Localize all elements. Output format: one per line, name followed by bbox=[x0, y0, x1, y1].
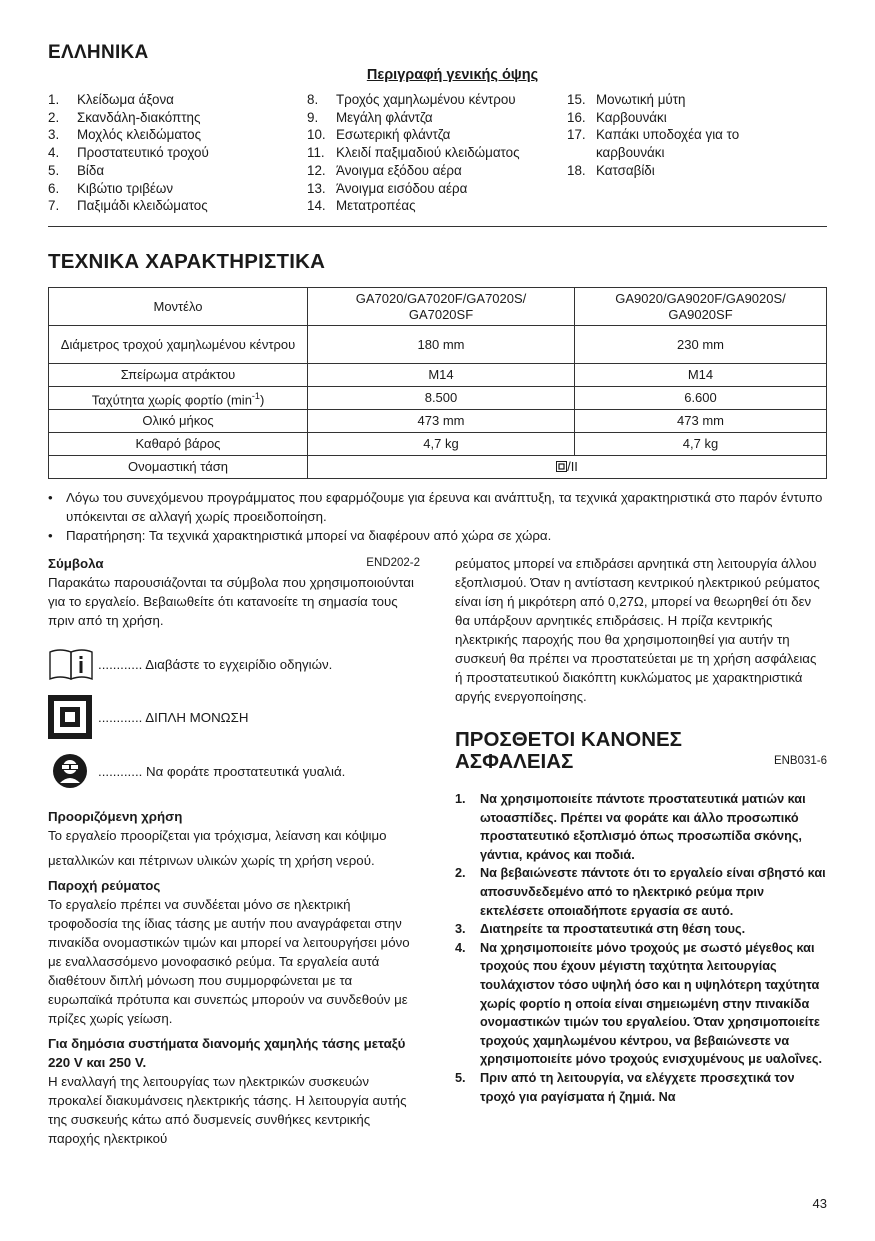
list-item: 14. Μετατροπέας bbox=[307, 198, 416, 214]
list-item: • Λόγω του συνεχόμενου προγράμματος που εφαρμόζουμε για έρευνα και ανάπτυξη, τα τεχνικά χαρακτηριστικά στο παρόν έντυπο υπόκεινται σε αλλαγή χωρίς προειδοποίηση. bbox=[48, 490, 823, 524]
table-cell: Μοντέλο bbox=[49, 288, 308, 326]
table-row bbox=[49, 364, 827, 387]
list-item: 17. Καπάκι υποδοχέα για το καρβουνάκι bbox=[567, 127, 740, 161]
double-insulation-icon bbox=[556, 461, 567, 472]
table-cell: Καθαρό βάρος bbox=[49, 433, 308, 456]
power-supply-text: Το εργαλείο πρέπει να συνδέεται μόνο σε ηλεκτρική τροφοδοσία της ίδιας τάσης με αυτήν που αναγράφεται στην πινακίδα ονομαστικών τιμών και μπορεί να λειτουργήσει μόνο με εναλλασσόμενο μονοφασικό ρεύμα. Τα εργαλεία αυτά διαθέτουν διπλή μόνωση που συμμορφώνεται με τα ευρωπαϊκά πρότυπα και συνεπώς μπορούν να συνδεθούν με πρίζες χωρίς γείωση. bbox=[48, 897, 410, 1026]
low-voltage-heading: Για δημόσια συστήματα διανομής χαμηλής τάσης μεταξύ 220 V και 250 V. bbox=[48, 1036, 406, 1070]
double-insulation-icon bbox=[48, 695, 92, 739]
list-item: 6. Κιβώτιο τριβέων bbox=[48, 180, 174, 196]
list-item: • Παρατήρηση: Τα τεχνικά χαρακτηριστικά μπορεί να διαφέρουν από χώρα σε χώρα. bbox=[48, 528, 552, 543]
list-item: 13. Άνοιγμα εισόδου αέρα bbox=[307, 180, 468, 196]
intended-use-text: Το εργαλείο προορίζεται για τρόχισμα, λείανση και κόψιμο bbox=[48, 828, 387, 843]
table-cell: GA7020/GA7020F/GA7020S/ GA7020SF bbox=[308, 288, 575, 326]
symbol-item: ............ ΔΙΠΛΗ ΜΟΝΩΣΗ bbox=[48, 693, 420, 741]
table-cell: 180 mm bbox=[308, 326, 575, 364]
list-item: 4. Προστατευτικό τροχού bbox=[48, 145, 209, 161]
table-row bbox=[49, 410, 827, 433]
list-item: 1. Να χρησιμοποιείτε πάντοτε προστατευτικά ματιών και ωτοασπίδες. Πρέπει να φοράτε και άλλο προσωπικό προστατευτικό εξοπλισμό όπως προσωπίδα σκόνης, γάντια, κράνος και ποδιά. bbox=[455, 792, 806, 862]
list-item: 2. Σκανδάλη-διακόπτης bbox=[48, 109, 201, 125]
power-supply-heading: Παροχή ρεύματος bbox=[48, 878, 161, 893]
page-number: 43 bbox=[812, 1196, 827, 1211]
list-item: 2. Να βεβαιώνεστε πάντοτε ότι το εργαλείο είναι σβηστό και αποσυνδεδεμένο από το ηλεκτρικό ρεύμα πριν εκτελέσετε οποιαδήποτε εργασία σε αυτό. bbox=[455, 866, 826, 918]
table-row bbox=[49, 288, 827, 326]
table-cell: /II bbox=[308, 456, 827, 479]
intended-use-heading: Προοριζόμενη χρήση bbox=[48, 809, 183, 824]
symbols-code: END202-2 bbox=[366, 557, 420, 569]
list-item: 9. Μεγάλη φλάντζα bbox=[307, 109, 433, 125]
overview-column-1 bbox=[48, 91, 303, 215]
list-item: 7. Παξιμάδι κλειδώματος bbox=[48, 198, 208, 214]
list-item: 3. Διατηρείτε τα προστατευτικά στη θέση τους. bbox=[455, 922, 746, 937]
list-item: 5. Πριν από τη λειτουργία, να ελέγχετε προσεχτικά τον τροχό για ραγίσματα ή ζημιά. Να bbox=[455, 1070, 795, 1104]
table-cell: GA9020/GA9020F/GA9020S/ GA9020SF bbox=[575, 288, 827, 326]
low-voltage-text-continued: ρεύματος μπορεί να επιδράσει αρνητικά στη λειτουργία άλλου εξοπλισμού. Όταν η αντίσταση κεντρικού ηλεκτρικού ρεύματος είναι ίση ή μικρότερη από 0,27Ω, μπορεί να θεωρηθεί ότι δεν θα υπάρξουν αρνητικές επιδράσεις. Η πρίζα κεντρικής ηλεκτρικής παροχής που θα χρησιμοποιηθεί για αυτήν τη συσκευή θα πρέπει να προστατεύεται με τη χρήση ασφάλειας ή προστατευτικού διακόπτη κυκλώματος με χαρακτηριστικά αργής ενεργοποίησης. bbox=[455, 556, 820, 704]
table-cell: 4,7 kg bbox=[308, 433, 575, 456]
symbols-intro: Παρακάτω παρουσιάζονται τα σύμβολα που χρησιμοποιούνται για το εργαλείο. Βεβαιωθείτε ότι κατανοείτε τη σημασία τους πριν από τη χρήση. bbox=[48, 575, 414, 628]
specifications-table bbox=[48, 287, 827, 479]
language-heading: ΕΛΛΗΝΙΚΑ bbox=[48, 42, 149, 63]
specifications-title: ΤΕΧΝΙΚΑ ΧΑΡΑΚΤΗΡΙΣΤΙΚΑ bbox=[48, 250, 326, 273]
left-column bbox=[48, 554, 420, 1148]
list-item: 3. Μοχλός κλειδώματος bbox=[48, 127, 202, 143]
list-item: 11. Κλειδί παξιμαδιού κλειδώματος bbox=[307, 145, 520, 161]
overview-column-3 bbox=[567, 91, 787, 180]
list-item: 16. Καρβουνάκι bbox=[567, 109, 667, 125]
table-cell: Διάμετρος τροχού χαμηλωμένου κέντρου bbox=[49, 326, 308, 364]
table-row bbox=[49, 456, 827, 479]
overview-title: Περιγραφή γενικής όψης bbox=[366, 67, 539, 83]
right-column bbox=[455, 554, 827, 1106]
list-item: 18. Κατσαβίδι bbox=[567, 162, 655, 178]
intended-use-text: μεταλλικών και πέτρινων υλικών χωρίς τη χρήση νερού. bbox=[48, 853, 375, 868]
table-row bbox=[49, 326, 827, 364]
low-voltage-text: Η εναλλαγή της λειτουργίας των ηλεκτρικών συσκευών προκαλεί διακυμάνσεις ηλεκτρικής τάσης. Η λειτουργία αυτής της συσκευής κάτω από δυσμενείς συνθήκες κεντρικής παροχής ηλεκτρικού bbox=[48, 1074, 407, 1146]
table-cell: M14 bbox=[308, 364, 575, 387]
list-item: 1. Κλείδωμα άξονα bbox=[48, 92, 174, 107]
read-manual-icon bbox=[48, 647, 94, 681]
table-cell: Ολικό μήκος bbox=[49, 410, 308, 433]
table-cell: 473 mm bbox=[308, 410, 575, 433]
symbols-heading: Σύμβολα bbox=[48, 556, 104, 571]
table-cell: 473 mm bbox=[575, 410, 827, 433]
list-item: 12. Άνοιγμα εξόδου αέρα bbox=[307, 162, 462, 178]
table-cell: 8.500 bbox=[308, 387, 575, 410]
table-cell: 4,7 kg bbox=[575, 433, 827, 456]
table-cell: 6.600 bbox=[575, 387, 827, 410]
table-cell: Σπείρωμα ατράκτου bbox=[49, 364, 308, 387]
list-item: 10. Εσωτερική φλάντζα bbox=[307, 127, 451, 143]
list-item: 4. Να χρησιμοποιείτε μόνο τροχούς με σωστό μέγεθος και τροχούς που έχουν μέγιστη ταχύτητα λειτουργίας τουλάχιστον τόσο υψηλή όσο και η υψηλότερη ταχύτητα χωρίς φορτίο η οποία είναι σημειωμένη στην πινακίδα ονομαστικών τιμών του εργαλείου. Όταν χρησιμοποιείτε τροχούς χαμηλωμένου κέντρου, να βεβαιώνεστε να χρησιμοποιείτε μόνο τροχούς ενισχυμένους με υαλοΐνες. bbox=[455, 940, 823, 1067]
list-item: 8. Τροχός χαμηλωμένου κέντρου bbox=[307, 92, 516, 107]
list-item: 15. Μονωτική μύτη bbox=[567, 92, 686, 107]
table-cell: 230 mm bbox=[575, 326, 827, 364]
symbol-item: ............ Διαβάστε το εγχειρίδιο οδηγιών. bbox=[48, 642, 420, 686]
table-row bbox=[49, 387, 827, 410]
safety-code: ENB031-6 bbox=[773, 755, 827, 767]
symbol-item: ............ Να φοράτε προστατευτικά γυαλιά. bbox=[48, 749, 420, 793]
table-cell: M14 bbox=[575, 364, 827, 387]
section-divider bbox=[48, 226, 827, 227]
safety-glasses-icon bbox=[52, 753, 88, 789]
table-row bbox=[49, 433, 827, 456]
list-item: 5. Βίδα bbox=[48, 162, 105, 178]
safety-rules-list bbox=[455, 790, 827, 1106]
overview-column-2 bbox=[307, 91, 565, 215]
table-cell: Ταχύτητα χωρίς φορτίο $(\min^{-1})$ bbox=[49, 387, 308, 410]
table-cell: Ονομαστική τάση bbox=[49, 456, 308, 479]
safety-heading: ΠΡΟΣΘΕΤΟΙ ΚΑΝΟΝΕΣ ΑΣΦΑΛΕΙΑΣ bbox=[455, 728, 682, 773]
spec-notes bbox=[48, 488, 828, 545]
